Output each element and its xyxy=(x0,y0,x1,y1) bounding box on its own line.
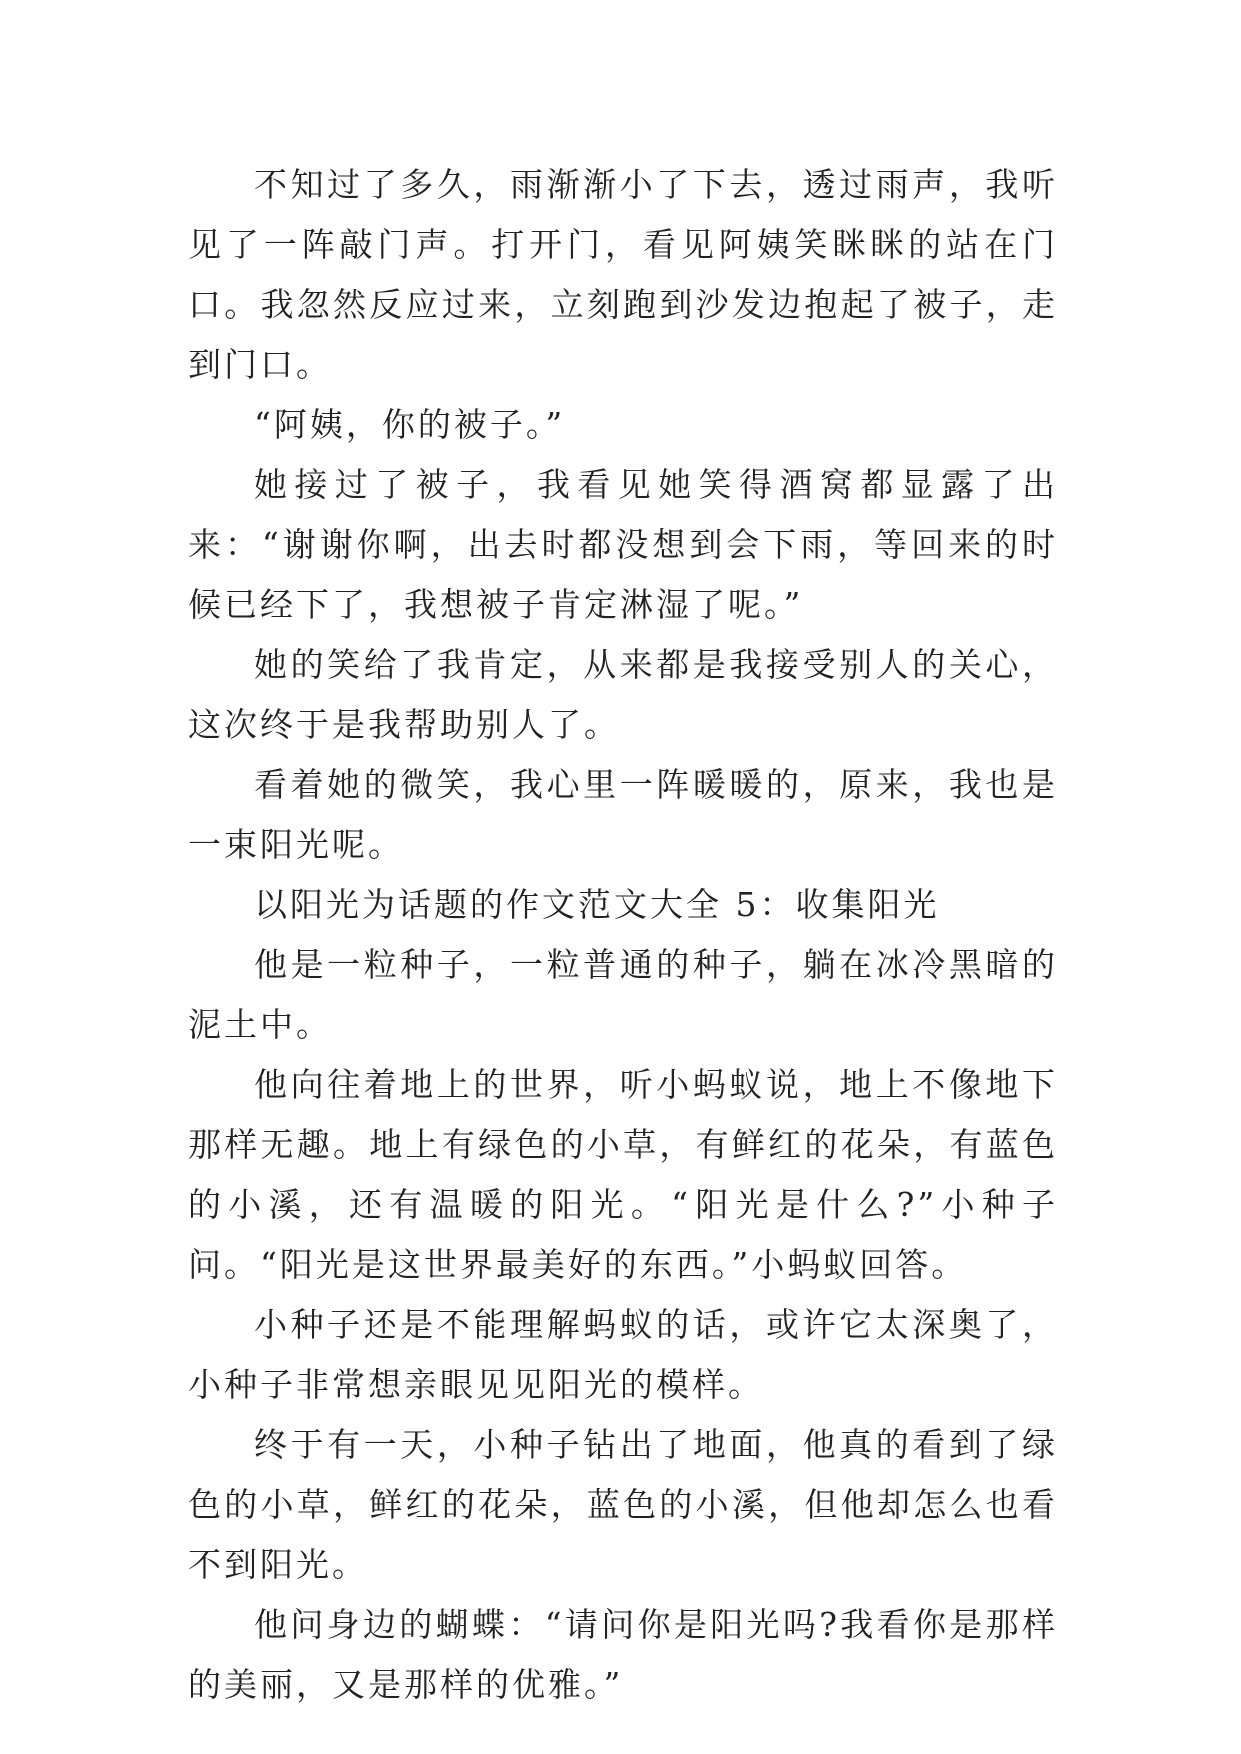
paragraph: 她接过了被子，我看见她笑得酒窝都显露了出来：“谢谢你啊，出去时都没想到会下雨，等回来的时候已经下了，我想被子肯定淋湿了呢。” xyxy=(188,465,1058,624)
paragraph: 不知过了多久，雨渐渐小了下去，透过雨声，我听见了一阵敲门声。打开门，看见阿姨笑眯眯的站在门口。我忽然反应过来，立刻跑到沙发边抱起了被子，走到门口。 xyxy=(188,165,1058,384)
paragraph: 她的笑给了我肯定，从来都是我接受别人的关心，这次终于是我帮助别人了。 xyxy=(188,645,1058,744)
paragraph: 看着她的微笑，我心里一阵暖暖的，原来，我也是一束阳光呢。 xyxy=(188,765,1058,864)
paragraph: 他问身边的蝴蝶：“请问你是阳光吗?我看你是那样的美丽，又是那样的优雅。” xyxy=(188,1605,1058,1704)
paragraph: 终于有一天，小种子钻出了地面，他真的看到了绿色的小草，鲜红的花朵，蓝色的小溪，但他却怎么也看不到阳光。 xyxy=(188,1425,1058,1584)
paragraph: 他是一粒种子，一粒普通的种子，躺在冰冷黑暗的泥土中。 xyxy=(188,945,1058,1044)
paragraph: 小种子还是不能理解蚂蚁的话，或许它太深奥了，小种子非常想亲眼见见阳光的模样。 xyxy=(188,1305,1058,1404)
section-heading: 以阳光为话题的作文范文大全 5：收集阳光 xyxy=(254,885,940,924)
document-body xyxy=(188,155,1058,1715)
paragraph: “阿姨，你的被子。” xyxy=(254,405,566,444)
paragraph: 他向往着地上的世界，听小蚂蚁说，地上不像地下那样无趣。地上有绿色的小草，有鲜红的花朵，有蓝色的小溪，还有温暖的阳光。“阳光是什么?”小种子问。“阳光是这世界最美好的东西。”小蚂蚁回答。 xyxy=(188,1065,1058,1284)
